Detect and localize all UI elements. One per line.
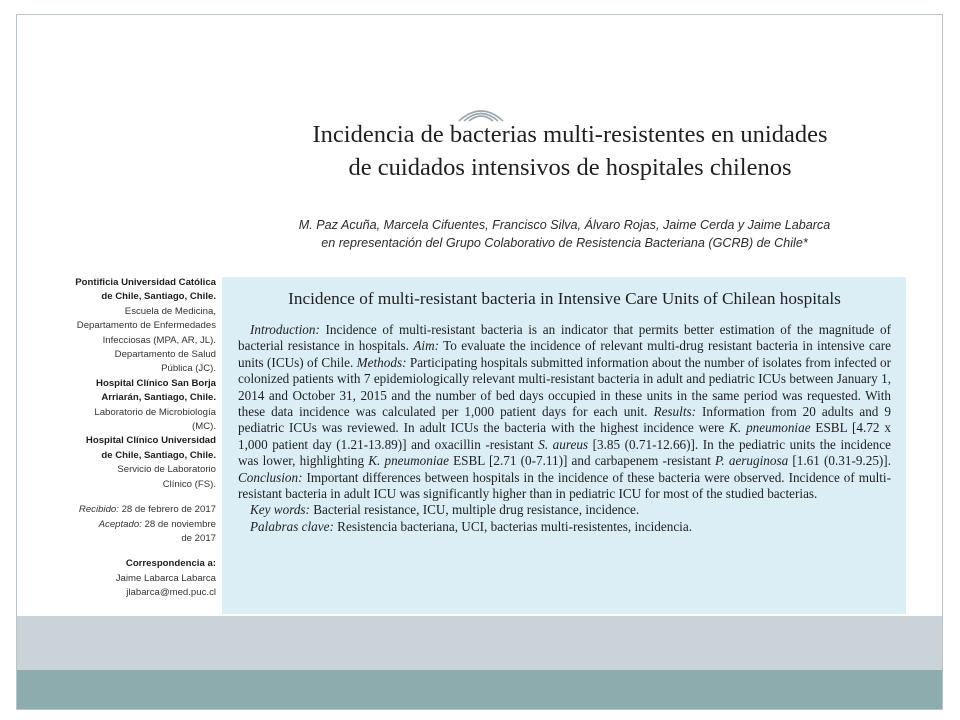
k-pneumoniae-2: K. pneumoniae xyxy=(368,453,449,469)
institution-2-line-1: Hospital Clínico San Borja xyxy=(96,377,216,389)
institution-1-line-2: de Chile, Santiago, Chile. xyxy=(101,291,216,303)
p-aeruginosa: P. aeruginosa xyxy=(715,453,789,469)
department-1-line-5: Pública (JC). xyxy=(161,363,216,375)
palabras-clave-label: Palabras clave: xyxy=(250,518,334,534)
s-aureus: S. aureus xyxy=(538,436,589,452)
results-text-5: [1.61 (0.31-9.25)]. xyxy=(788,453,891,469)
methods-label: Methods: xyxy=(356,354,407,370)
accepted-value: 28 de noviembre xyxy=(144,518,216,530)
department-1-line-3: Infecciosas (MPA, AR, JL). xyxy=(102,334,216,346)
abstract-title: Incidence of multi-resistant bacteria in Intensive Care Units of Chilean hospitals xyxy=(288,289,841,308)
methods-text: Participating hospitals submitted information about the number of isolates from infected or colonized patients with 7 epidemiologically relevant multi-resistant bacteria in adult and pediatric ICUs between January 1, 2014 and October 31, 2015 and the number of bed days occupied in these units in the same period was requested. With these data incidence was calculated per 1,000 patient days for each unit. xyxy=(238,354,891,420)
k-pneumoniae-1: K. pneumoniae xyxy=(729,420,811,436)
results-text-4: ESBL [2.71 (0-7.11)] and carbapenem -resistant xyxy=(448,453,716,469)
aim-text: To evaluate the incidence of relevant multi-drug resistant bacteria in intensive care units (ICUs) of Chile. xyxy=(238,338,891,370)
institution-1-line-1: Pontificia Universidad Católica xyxy=(75,277,216,288)
department-1-line-4: Departamento de Salud xyxy=(114,349,216,361)
results-text-1: Information from 20 adults and 9 pediatric ICUs was reviewed. In adult ICUs the bacteria with the highest incidence were xyxy=(238,404,891,436)
submission-dates xyxy=(30,503,216,546)
received-value: 28 de febrero de 2017 xyxy=(121,504,216,516)
institution-3-line-2: de Chile, Santiago, Chile. xyxy=(101,449,216,461)
footer-band-dark xyxy=(17,670,942,709)
department-1-line-2: Departamento de Enfermedades xyxy=(76,320,216,332)
department-3-line-1: Servicio de Laboratorio xyxy=(117,464,216,476)
department-3-line-2: Clínico (FS). xyxy=(162,478,216,490)
aim-label: Aim: xyxy=(413,338,439,354)
footer-band-light xyxy=(17,616,942,670)
department-2-line-1: Laboratorio de Microbiología xyxy=(94,406,216,418)
key-words-label: Key words: xyxy=(250,502,310,518)
received-label: Recibido: xyxy=(78,504,119,516)
palabras-clave xyxy=(238,519,891,535)
intro-text: Incidence of multi-resistant bacteria is an indicator that permits better estimation of the magnitude of bacterial resistance in hospitals. xyxy=(238,322,891,354)
palabras-clave-text: Resistencia bacteriana, UCI, bacterias multi-resistentes, incidencia. xyxy=(333,518,692,534)
institution-3-line-1: Hospital Clínico Universidad xyxy=(85,435,216,447)
paper-title xyxy=(250,118,890,184)
institution-2-line-2: Arriarán, Santiago, Chile. xyxy=(101,392,216,404)
results-text-3: [3.85 (0.71-12.66)]. In the pediatric units the incidence was lower, highlighting xyxy=(238,436,891,469)
title-line-1: Incidencia de bacterias multi-resistentes en unidades xyxy=(312,121,828,148)
abstract-body xyxy=(238,322,891,502)
correspondence xyxy=(30,557,216,600)
correspondence-label: Correspondencia a: xyxy=(125,558,216,570)
key-words-text: Bacterial resistance, ICU, multiple drug resistance, incidence. xyxy=(309,502,640,518)
accepted-value-2: de 2017 xyxy=(181,532,216,544)
correspondence-email[interactable]: jlabarca@med.puc.cl xyxy=(126,587,216,599)
department-2-line-2: (MC). xyxy=(192,421,216,433)
intro-label: Introduction: xyxy=(250,322,320,337)
accepted-date xyxy=(30,518,216,532)
conclusion-label: Conclusion: xyxy=(238,469,303,485)
authors-line-1: M. Paz Acuña, Marcela Cifuentes, Francisco Silva, Álvaro Rojas, Jaime Cerda y Jaime Labarca xyxy=(298,218,831,232)
authors-line-2: en representación del Grupo Colaborativo de Resistencia Bacteriana (GCRB) de Chile* xyxy=(321,236,808,250)
correspondence-name: Jaime Labarca Labarca xyxy=(115,572,216,584)
paper-authors xyxy=(232,216,897,252)
conclusion-text: Important differences between hospitals in the incidence of these bacteria were observed. Incidence of multi-resistant bacteria in adult ICU was significantly higher than in pediatric ICU for most of the studied bacterias. xyxy=(238,469,891,502)
results-label: Results: xyxy=(653,404,697,420)
title-line-2: de cuidados intensivos de hospitales chilenos xyxy=(348,154,792,181)
key-words xyxy=(238,502,891,518)
english-abstract-box xyxy=(222,277,906,614)
accepted-label: Aceptado: xyxy=(98,518,142,530)
received-date xyxy=(30,503,216,517)
results-text-2: ESBL [4.72 x 1,000 patient day (1.21-13.89)] and oxacillin -resistant xyxy=(238,420,891,452)
department-1-line-1: Escuela de Medicina, xyxy=(124,305,216,317)
affiliations-sidebar xyxy=(30,276,216,601)
